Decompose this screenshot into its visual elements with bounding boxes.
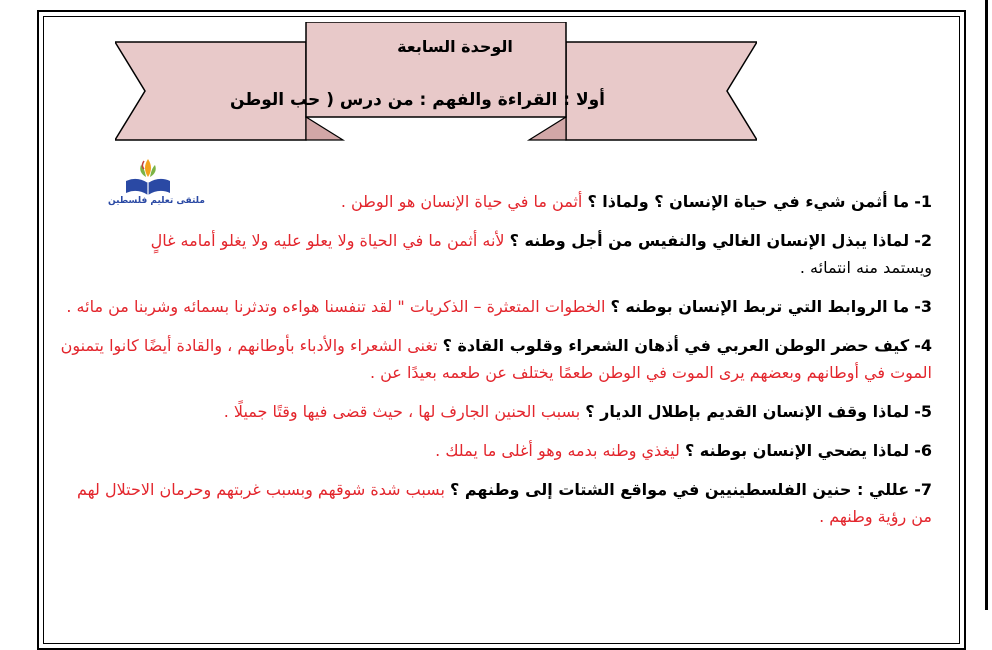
header-ribbon — [115, 22, 757, 172]
question-number: 1- — [914, 192, 932, 211]
answer-text: بسبب الحنين الجارف لها ، حيث قضى فيها وقتًا جميلًا . — [223, 402, 581, 421]
question-item-2 — [60, 227, 932, 281]
question-number: 4- — [914, 336, 932, 355]
answer-text: لأنه أثمن ما في الحياة ولا يعلو عليه ولا يغلو أمامه غالٍ — [150, 231, 505, 250]
answer-text: بسبب شدة شوقهم وبسبب غربتهم وحرمان الاحتلال لهم من رؤية وطنهم . — [77, 480, 932, 526]
question-text: لماذا يبذل الإنسان الغالي والنفيس من أجل وطنه ؟ — [509, 231, 910, 250]
question-item-5 — [60, 398, 932, 425]
questions-list — [60, 188, 932, 542]
unit-title: الوحدة السابعة — [397, 37, 513, 56]
question-text: ما أثمن شيء في حياة الإنسان ؟ ولماذا ؟ — [587, 192, 910, 211]
question-text: لماذا وقف الإنسان القديم بإطلال الديار ؟ — [585, 402, 910, 421]
answer-text: أثمن ما في حياة الإنسان هو الوطن . — [340, 192, 583, 211]
lesson-title: أولا : القراءة والفهم : من درس ( حب الوطن — [229, 90, 605, 110]
answer-text: الخطوات المتعثرة – الذكريات " لقد تنفسنا هواءه وتدثرنا بسمائه وشربنا من مائه . — [66, 297, 606, 316]
question-item-4 — [60, 332, 932, 386]
question-text: لماذا يضحي الإنسان بوطنه ؟ — [684, 441, 910, 460]
question-number: 2- — [914, 231, 932, 250]
answer-text: تغنى الشعراء والأدباء بأوطانهم ، والقادة أيضًا كانوا يتمنون الموت في أوطانهم وبعضهم يرى الموت في الوطن طعمًا يختلف عن طعمه بعيدًا عن . — [60, 336, 932, 382]
answer-text: ليغذي وطنه بدمه وهو أغلى ما يملك . — [435, 441, 680, 460]
logo-caption: ملتقى تعليم فلسطين — [108, 196, 205, 206]
question-number: 5- — [914, 402, 932, 421]
page-edge-line — [985, 0, 988, 610]
question-text: عللي : حنين الفلسطينيين في مواقع الشتات إلى وطنهم ؟ — [449, 480, 910, 499]
question-item-1 — [60, 188, 932, 215]
answer-continuation: ويستمد منه انتمائه . — [799, 258, 932, 277]
question-text: ما الروابط التي تربط الإنسان بوطنه ؟ — [610, 297, 910, 316]
question-number: 6- — [914, 441, 932, 460]
question-item-7 — [60, 476, 932, 530]
question-number: 3- — [914, 297, 932, 316]
question-number: 7- — [914, 480, 932, 499]
question-item-6 — [60, 437, 932, 464]
question-text: كيف حضر الوطن العربي في أذهان الشعراء وقلوب القادة ؟ — [442, 336, 910, 355]
question-item-3 — [60, 293, 932, 320]
